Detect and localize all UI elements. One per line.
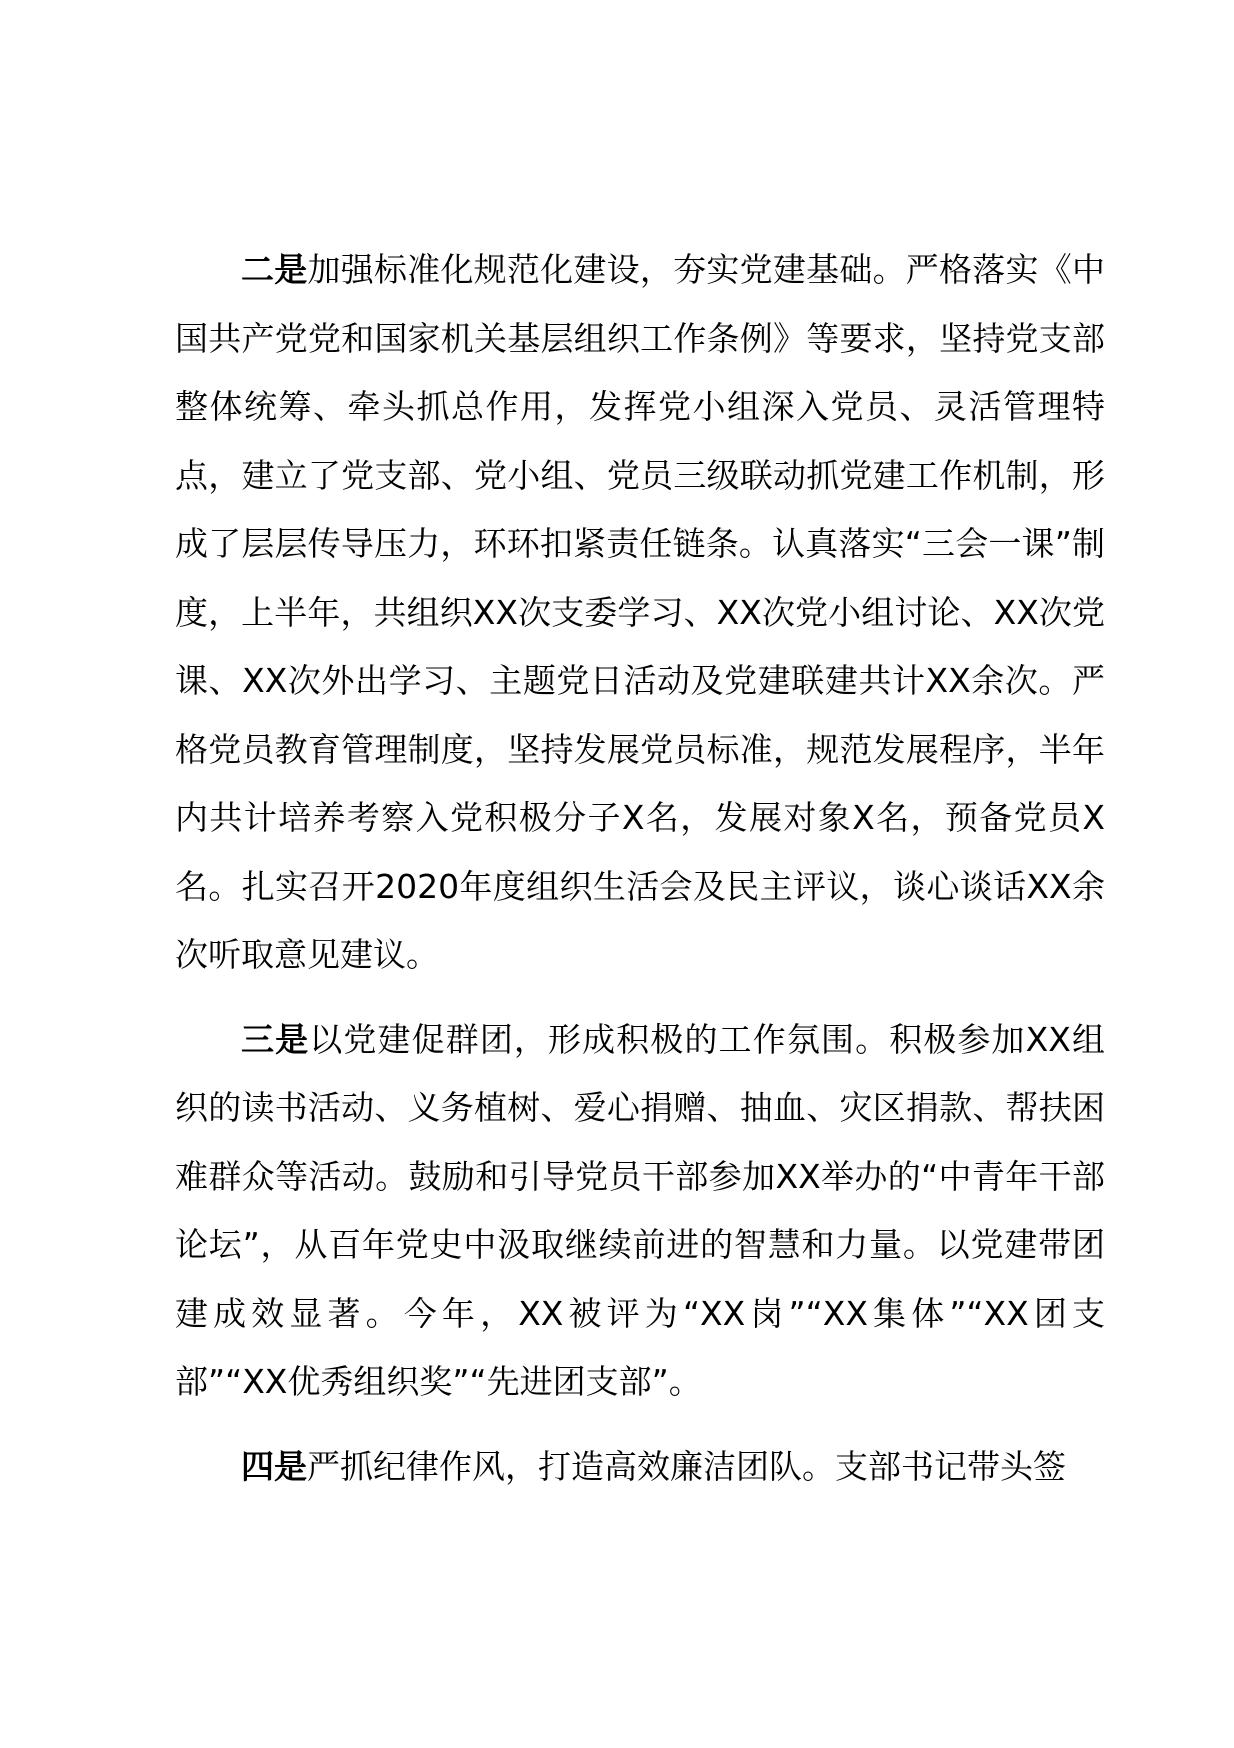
paragraph-3 [175,1006,1105,1417]
paragraph-2 [175,236,1105,990]
paragraph-text: 严抓纪律作风，打造高效廉洁团队。支部书记带头签 [307,1446,1066,1486]
paragraph-lead: 二是 [241,250,308,289]
paragraph-text: 以党建促群团，形成积极的工作氛围。积极参加XX组织的读书活动、义务植树、爱心捐赠、抽血、灾区捐款、帮扶困难群众等活动。鼓励和引导党员干部参加XX举办的“中青年干部论坛”，从百年党史中汲取继续前进的智慧和力量。以党建带团建成效显著。今年，XX被评为“XX岗”“XX集体”“XX团支部”“XX优秀组织奖”“先进团支部”。 [175,1019,1105,1401]
paragraph-lead: 三是 [241,1019,310,1059]
paragraph-text: 加强标准化规范化建设，夯实党建基础。严格落实《中国共产党党和国家机关基层组织工作条例》等要求，坚持党支部整体统筹、牵头抓总作用，发挥党小组深入党员、灵活管理特点，建立了党支部、党小组、党员三级联动抓党建工作机制，形成了层层传导压力，环环扣紧责任链条。认真落实“三会一课”制度，上半年，共组织XX次支委学习、XX次党小组讨论、XX次党课、XX次外出学习、主题党日活动及党建联建共计XX余次。严格党员教育管理制度，坚持发展党员标准，规范发展程序，半年内共计培养考察入党积极分子X名，发展对象X名，预备党员X名。扎实召开2020年度组织生活会及民主评议，谈心谈话XX余次听取意见建议。 [175,250,1106,974]
paragraph-lead: 四是 [241,1446,307,1486]
document-body [175,236,1105,1501]
paragraph-4 [175,1433,1105,1502]
